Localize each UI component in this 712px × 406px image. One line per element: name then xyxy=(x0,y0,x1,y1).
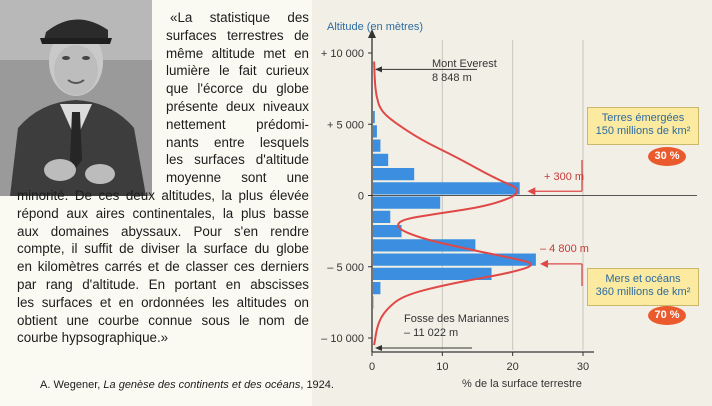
histogram-bar xyxy=(373,211,390,223)
histogram-bar xyxy=(373,140,380,152)
quote-line: nants entre lesquels xyxy=(166,134,309,150)
y-tick-label: + 10 000 xyxy=(320,48,364,60)
quote-line: aux domaines abyssaux. Pour s'en rendre xyxy=(17,223,309,239)
land-percent-badge: 30 % xyxy=(648,147,686,166)
x-tick-label: 10 xyxy=(436,361,449,373)
mariannes-arrow xyxy=(375,345,382,351)
citation-title: La genèse des continents et des océans xyxy=(103,379,301,391)
y-tick-label: 0 xyxy=(357,190,364,203)
quote-line: courbe hypsographique.» xyxy=(17,330,169,346)
histogram-bar xyxy=(373,182,520,194)
quote-line: obtient une courbe connue sous le nom de xyxy=(17,312,309,328)
citation-author: A. Wegener, xyxy=(40,379,101,391)
quote-line: les surfaces et en ordonnées les altitudes on xyxy=(17,294,309,310)
x-tick-label: 20 xyxy=(506,361,519,373)
quote-line: répond aux aires continentales, la plus basse xyxy=(17,205,309,221)
quote-line: nettement prédomi- xyxy=(166,116,309,132)
quote-line: compte, il suffit de diviser la surface du globe xyxy=(17,241,309,257)
hypsographic-chart xyxy=(312,0,712,406)
ocean-box xyxy=(587,268,699,306)
y-axis-title: Altitude (en mètres) xyxy=(327,21,423,33)
quote-line: surfaces terrestres de xyxy=(166,27,309,43)
y-tick-label: – 10 000 xyxy=(321,333,364,345)
quote-line: minorité. De ces deux altitudes, la plus élevée xyxy=(17,188,309,203)
x-tick-label: 0 xyxy=(368,361,376,373)
mariannes-value: – 11 022 m xyxy=(404,327,459,339)
portrait-photo xyxy=(0,0,152,196)
histogram-bar xyxy=(373,254,536,266)
histogram-bar xyxy=(373,239,475,251)
x-tick-label: 30 xyxy=(576,361,590,373)
y-tick-label: – 5 000 xyxy=(327,261,364,274)
histogram-bar xyxy=(373,282,380,294)
land-box xyxy=(587,107,699,145)
histogram-bar xyxy=(373,125,377,137)
land-box-value: 150 millions de km² xyxy=(595,125,691,137)
quote-line: que l'écorce du globe xyxy=(166,81,309,97)
citation-year: , 1924. xyxy=(300,379,334,391)
histogram-bar xyxy=(373,111,375,123)
x-axis-title: % de la surface terrestre xyxy=(462,378,582,390)
quote-line: en kilomètres carrés et de classer ces derniers xyxy=(17,259,309,275)
ocean-peak-arrow xyxy=(540,260,548,268)
ocean-box-title: Mers et océans xyxy=(605,273,681,285)
everest-arrow xyxy=(375,66,382,72)
everest-value: 8 848 m xyxy=(432,72,472,84)
histogram-bar xyxy=(373,225,402,237)
quote-line: même altitude met en xyxy=(166,45,309,61)
histogram-bar xyxy=(373,197,440,209)
land-peak-arrow xyxy=(527,187,535,195)
mariannes-name: Fosse des Mariannes xyxy=(404,313,510,325)
quote-line: moyenne sont une xyxy=(166,170,309,186)
everest-name: Mont Everest xyxy=(432,58,497,70)
quote-line: les surfaces d'altitude xyxy=(166,152,309,168)
histogram-bar xyxy=(373,168,414,180)
ocean-box-value: 360 millions de km² xyxy=(595,286,691,298)
histogram-bar xyxy=(373,154,388,166)
citation xyxy=(40,379,334,391)
land-peak-label: + 300 m xyxy=(544,171,585,183)
quote-line: lumière le fait curieux xyxy=(166,63,309,79)
histogram-bar xyxy=(373,268,492,280)
land-box-title: Terres émergées xyxy=(601,112,685,124)
quote-line: par rang d'altitude. En portant en abscisses xyxy=(17,277,309,292)
quote-line: «La statistique des xyxy=(170,10,309,25)
ocean-percent-badge: 70 % xyxy=(648,306,686,325)
y-tick-label: + 5 000 xyxy=(326,119,364,132)
quote-line: présente deux niveaux xyxy=(166,99,309,114)
ocean-peak-label: – 4 800 m xyxy=(540,243,589,255)
